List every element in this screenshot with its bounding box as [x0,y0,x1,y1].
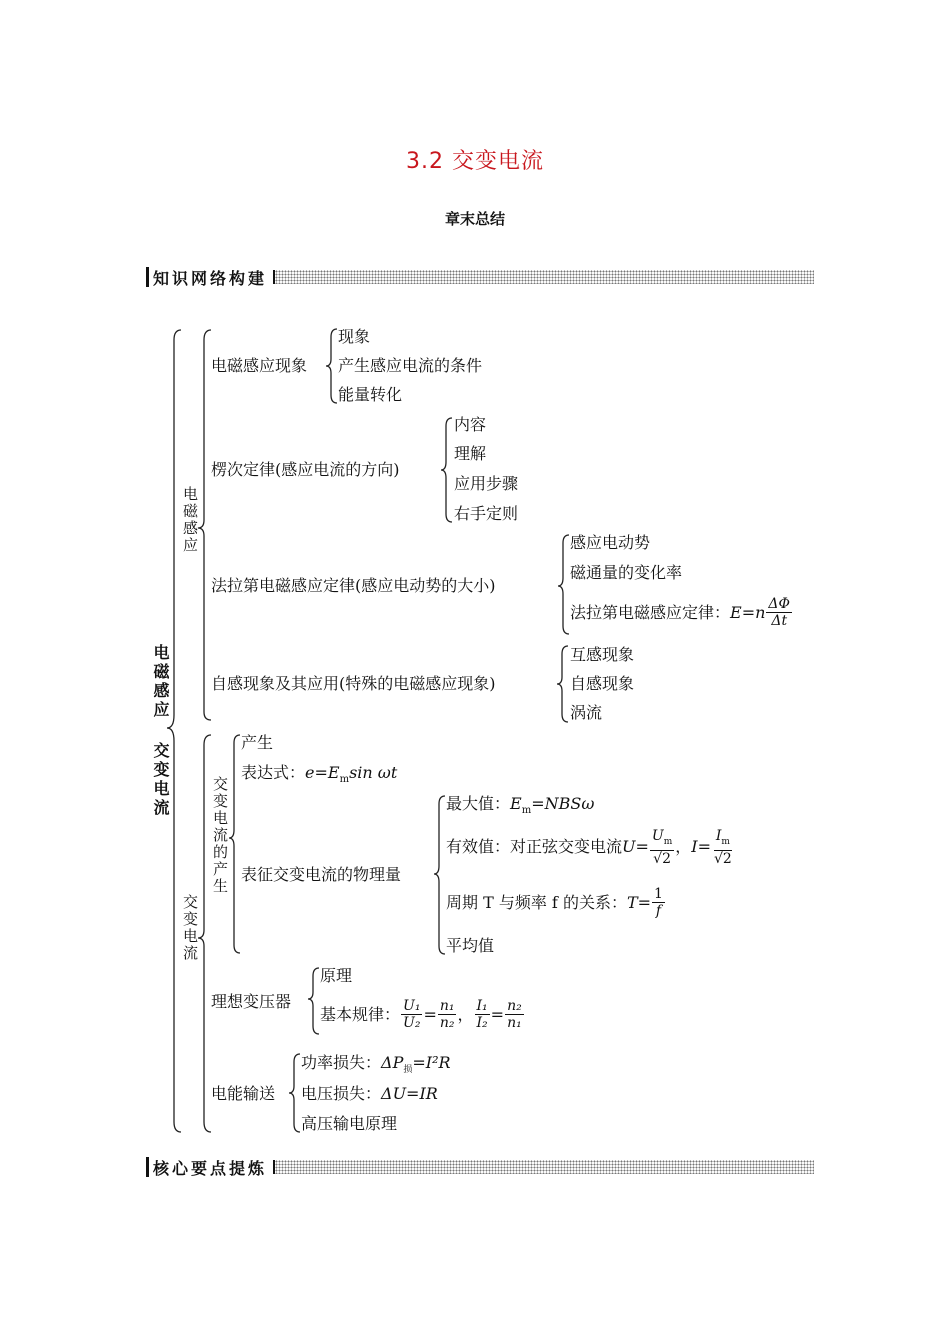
ac-expression-main: e=E [305,763,340,782]
effective-u-numerator [650,828,674,851]
transformer-separator: ， [457,1004,474,1024]
section-bar [146,1157,149,1177]
brace-faraday [558,535,569,634]
ac-expression [241,763,397,790]
period-denominator: f [655,903,662,919]
ac-generation-item: 产生 [241,733,274,752]
lenz-label: 楞次定律(感应电流的方向) [211,460,400,479]
faraday-label: 法拉第电磁感应定律(感应电动势的大小) [211,576,496,595]
faraday-law [570,596,793,629]
transformer-i1: I₁ [476,998,488,1014]
brace-self-induction [557,646,568,722]
faraday-item: 感应电动势 [570,533,651,552]
effective-u-num-sub: m [663,836,673,847]
power-loss-expr: ΔP [381,1053,404,1072]
transformer-u1: U₁ [403,998,421,1014]
power-loss-tail: =I²R [412,1053,451,1072]
faraday-denominator: Δt [771,613,788,629]
average-value: 平均值 [446,936,495,955]
effective-value [446,828,735,867]
power-loss [301,1053,451,1080]
root-label: 电磁感应 交变电流 [151,644,170,818]
transformer-u-fraction [401,998,422,1031]
effective-i: I= [691,837,712,857]
effective-i-num-sub: m [721,836,730,847]
period-numerator: 1 [654,886,663,902]
faraday-item: 磁通量的变化率 [570,563,683,582]
transformer-label: 理想变压器 [211,992,292,1011]
transformer-n2-b: n₂ [507,998,522,1014]
transmission-label: 电能输送 [211,1084,276,1103]
effective-u: U= [622,837,649,857]
em-phenomenon-item: 能量转化 [338,385,403,404]
effective-separator: ， [675,837,692,857]
brace-em-phenomenon [326,329,337,403]
max-value-tail: =NBSω [531,794,595,813]
document-title: 3.2 交变电流 [406,149,544,174]
power-loss-sub: 损 [403,1065,413,1076]
transformer-n-fraction-2 [505,998,524,1031]
effective-i-numerator [714,828,732,851]
faraday-law-prefix: 法拉第电磁感应定律： [570,602,731,622]
effective-u-num-main: U [651,828,664,844]
ac-generation-label: 交变电流的产生 [211,776,229,895]
voltage-loss [301,1084,438,1104]
section-header-key-points [146,1156,814,1178]
self-induction-label: 自感现象及其应用(特殊的电磁感应现象) [211,674,496,693]
lenz-item: 理解 [454,444,487,463]
period-frequency [446,886,666,919]
transformer-n1: n₁ [439,998,455,1014]
self-induction-item: 自感现象 [570,674,635,693]
period-fraction [652,886,665,919]
lenz-item: 应用步骤 [454,474,519,493]
ac-expression-tail: sin ωt [349,763,398,782]
em-phenomenon-item: 产生感应电流的条件 [338,356,483,375]
effective-i-fraction [712,828,734,867]
faraday-fraction [766,596,792,629]
transformer-eq: = [423,1004,437,1024]
brace-physical-quantities [434,796,445,954]
transmission-item: 高压输电原理 [301,1114,398,1133]
em-phenomenon-label: 电磁感应现象 [211,356,308,375]
ac-expression-sub: m [339,774,350,786]
lenz-item: 内容 [454,415,487,434]
max-value-expr: E [510,794,522,813]
brace-transmission [289,1054,300,1132]
max-value-sub: m [521,805,532,817]
section-dots [273,1160,814,1174]
transformer-i2: I₂ [476,1015,488,1031]
transformer-law [320,998,525,1031]
transformer-item: 原理 [320,966,353,985]
physical-quantities-label: 表征交变电流的物理量 [241,865,402,884]
transformer-n-fraction [438,998,457,1031]
power-loss-prefix: 功率损失： [301,1053,382,1072]
brace-transformer [308,968,319,1034]
effective-u-denominator: √2 [653,850,671,867]
effective-i-num-main: I [715,828,722,844]
ac-expression-prefix: 表达式： [241,763,306,782]
self-induction-item: 涡流 [570,703,603,722]
self-induction-item: 互感现象 [570,645,635,664]
period-lhs: T= [626,892,652,912]
transformer-eq-2: = [490,1004,505,1024]
transformer-law-prefix: 基本规律： [320,1004,401,1024]
lenz-item: 右手定则 [454,504,519,523]
faraday-numerator: ΔΦ [768,596,790,612]
voltage-loss-prefix: 电压损失： [301,1084,382,1103]
voltage-loss-expr: ΔU=IR [381,1084,438,1103]
brace-lenz [441,418,452,522]
effective-prefix: 有效值：对正弦交变电流 [446,837,623,857]
period-text: 周期 T 与频率 f 的关系： [446,892,627,912]
max-value-prefix: 最大值： [446,794,511,813]
section-title: 核心要点提炼 [153,1158,268,1178]
document-subtitle: 章末总结 [444,210,505,228]
max-value [446,794,594,821]
effective-i-denominator: √2 [714,850,732,867]
transformer-i-fraction [475,998,490,1031]
faraday-law-lhs: E=n [730,602,766,622]
transformer-u2: U₂ [403,1015,421,1031]
transformer-n1-b: n₁ [507,1015,522,1031]
transformer-n2: n₂ [439,1015,455,1031]
effective-u-fraction [650,828,674,867]
branch-ac-label: 交变电流 [181,894,199,962]
em-phenomenon-item: 现象 [338,327,371,346]
section-title: 知识网络构建 [153,268,268,288]
branch-em-label: 电磁感应 [181,486,199,554]
